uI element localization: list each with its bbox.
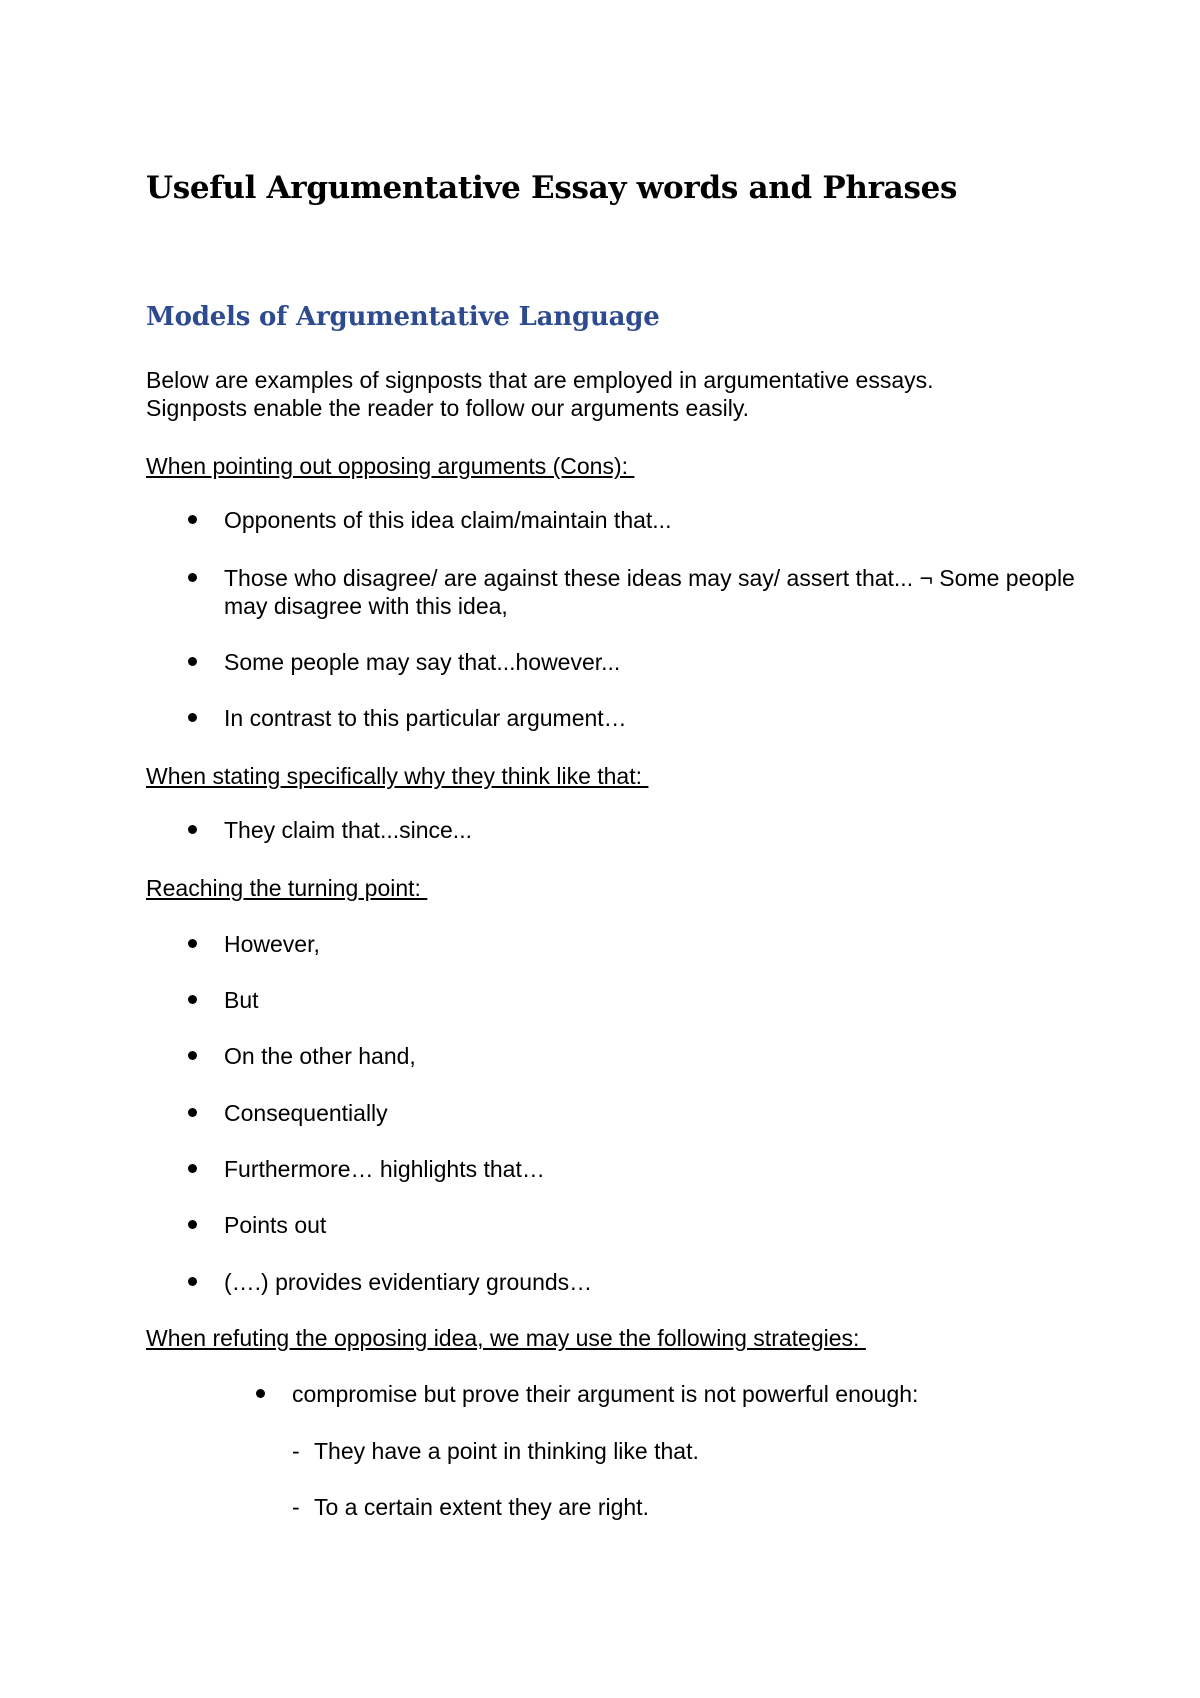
list-item-text: Those who disagree/ are against these ideas may say/ assert that... ¬ Some people may disagree with this idea, [224,565,1075,619]
list-item [224,1042,1104,1070]
list-item [224,816,1104,844]
bullet-icon [188,939,197,948]
list-item-text: Furthermore… highlights that… [224,1156,545,1182]
bullet-icon [188,515,197,524]
list-item-text: Opponents of this idea claim/maintain that... [224,507,672,533]
section-subtitle: Models of Argumentative Language [146,302,660,332]
list-item-text: (….) provides evidentiary grounds… [224,1269,593,1295]
list-item [224,648,1104,676]
bullet-icon [188,1051,197,1060]
list-item-text: They claim that...since... [224,817,472,843]
list-item [224,1268,1104,1296]
dash-item-text: To a certain extent they are right. [314,1494,649,1520]
list-item [224,930,1104,958]
list-item [292,1380,1092,1408]
intro-line-2: Signposts enable the reader to follow our arguments easily. [146,395,750,421]
intro-paragraph [146,366,1086,422]
list-item [224,506,1104,534]
list-item [224,986,1104,1014]
bullet-icon [188,1277,197,1286]
bullet-icon [188,825,197,834]
list-item-text: However, [224,931,320,957]
list-item-text: But [224,987,259,1013]
list-item-text: Consequentially [224,1100,388,1126]
list-item-text: compromise but prove their argument is not powerful enough: [292,1381,919,1407]
list-item [224,1211,1104,1239]
heading-opposing-arguments: When pointing out opposing arguments (Cons): [146,453,635,479]
bullet-icon [188,713,197,722]
bullet-icon [256,1389,265,1398]
list-item-text: Points out [224,1212,327,1238]
list-item [224,1155,1104,1183]
list-item-text: In contrast to this particular argument… [224,705,627,731]
bullet-icon [188,1164,197,1173]
bullet-icon [188,1220,197,1229]
dash-icon: - [292,1494,300,1520]
heading-turning-point: Reaching the turning point: [146,875,428,901]
heading-refuting: When refuting the opposing idea, we may use the following strategies: [146,1325,866,1351]
list-item [224,564,1104,620]
bullet-icon [188,657,197,666]
dash-list-item [292,1437,699,1465]
list-item [224,704,1104,732]
bullet-icon [188,573,197,582]
intro-line-1: Below are examples of signposts that are employed in argumentative essays. [146,367,934,393]
bullet-icon [188,1108,197,1117]
list-item [224,1099,1104,1127]
list-item-text: On the other hand, [224,1043,416,1069]
dash-item-text: They have a point in thinking like that. [314,1438,699,1464]
list-item-text: Some people may say that...however... [224,649,621,675]
document-title: Useful Argumentative Essay words and Phrases [146,170,958,206]
dash-list-item [292,1493,649,1521]
heading-why-they-think: When stating specifically why they think like that: [146,763,649,789]
bullet-icon [188,995,197,1004]
dash-icon: - [292,1438,300,1464]
